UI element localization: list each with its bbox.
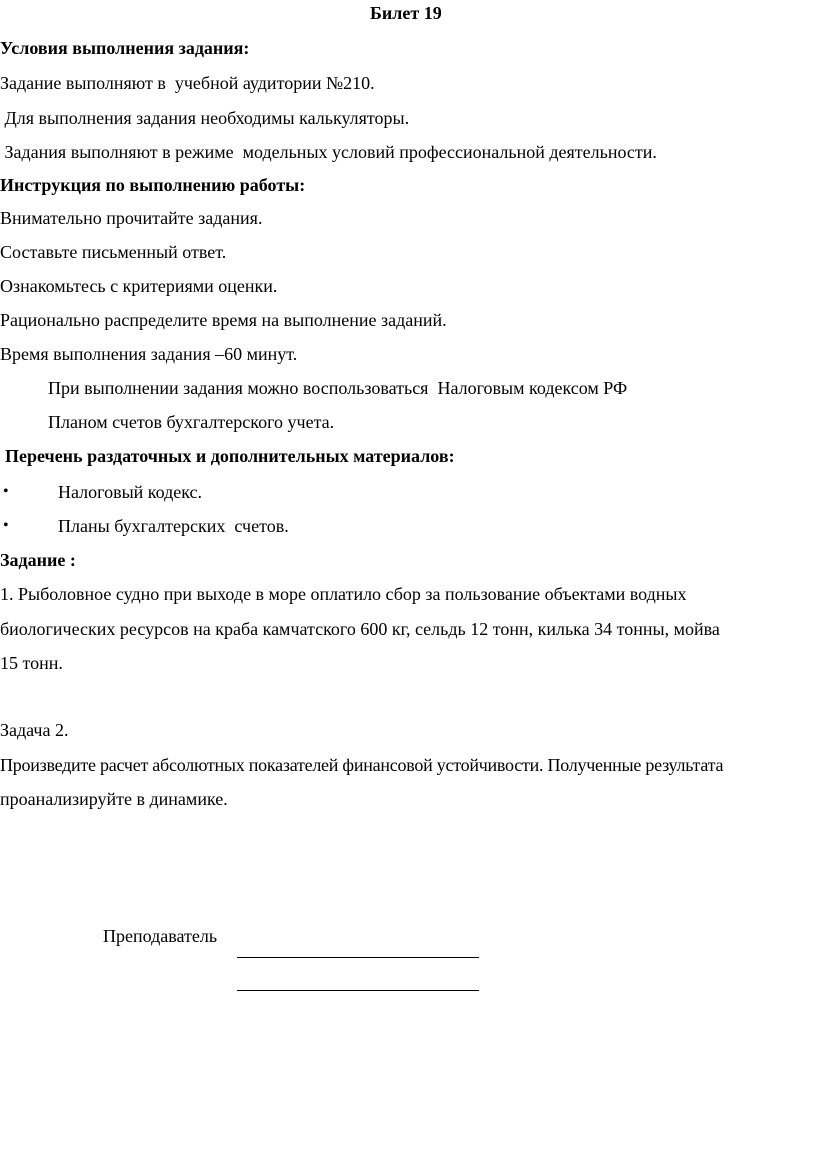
- instructions-indented-line: Планом счетов бухгалтерского учета.: [48, 412, 335, 432]
- instructions-heading: Инструкция по выполнению работы:: [0, 175, 306, 195]
- signature-label: Преподаватель: [103, 926, 218, 946]
- instructions-indented-line: При выполнении задания можно воспользоваться Налоговым кодексом РФ: [48, 378, 628, 398]
- instructions-line: Ознакомьтесь с критериями оценки.: [0, 276, 278, 296]
- conditions-line: Задания выполняют в режиме модельных условий профессиональной деятельности.: [0, 142, 657, 162]
- conditions-heading: Условия выполнения задания:: [0, 38, 250, 58]
- bullet-icon: •: [3, 517, 9, 534]
- task2-title: Задача 2.: [0, 720, 69, 740]
- instructions-line: Внимательно прочитайте задания.: [0, 208, 263, 228]
- bullet-icon: •: [3, 483, 9, 500]
- signature-line: [237, 990, 479, 991]
- signature-line: [237, 957, 479, 958]
- task1-line: 1. Рыболовное судно при выходе в море оплатило сбор за пользование объектами водных: [0, 584, 687, 604]
- instructions-line: Составьте письменный ответ.: [0, 242, 227, 262]
- task2-line: Произведите расчет абсолютных показателей финансовой устойчивости. Полученные результата: [0, 755, 724, 775]
- material-item-label: Налоговый кодекс.: [58, 482, 203, 502]
- instructions-line: Время выполнения задания –60 минут.: [0, 344, 298, 364]
- instructions-line: Рационально распределите время на выполнение заданий.: [0, 310, 447, 330]
- task2-line: проанализируйте в динамике.: [0, 789, 228, 809]
- task1-line: 15 тонн.: [0, 653, 63, 673]
- ticket-title: Билет 19: [370, 3, 442, 23]
- materials-heading: Перечень раздаточных и дополнительных материалов:: [5, 446, 455, 466]
- conditions-line: Задание выполняют в учебной аудитории №210.: [0, 73, 375, 93]
- task1-line: биологических ресурсов на краба камчатского 600 кг, сельдь 12 тонн, килька 34 тонны, мойва: [0, 619, 720, 639]
- material-item-label: Планы бухгалтерских счетов.: [58, 516, 289, 536]
- conditions-line: Для выполнения задания необходимы калькуляторы.: [0, 108, 410, 128]
- task-heading: Задание :: [0, 550, 76, 570]
